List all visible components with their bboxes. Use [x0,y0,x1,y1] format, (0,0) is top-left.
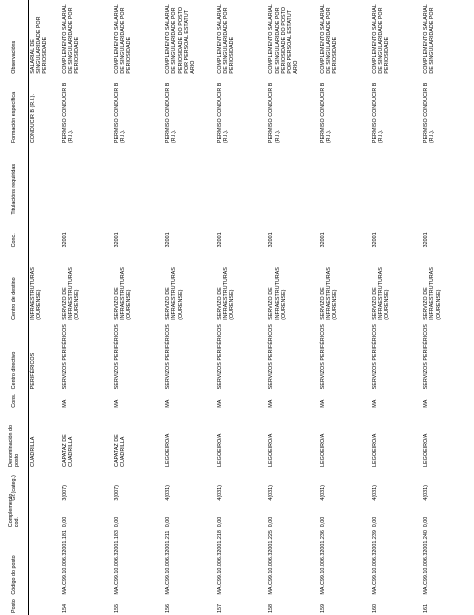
table-cell: SERVIZO DE INFRAESTRUTURAS (OURENSE) [268,267,287,320]
table-cell: LEGOEIRO/A [268,433,275,467]
table-cell: 158 [268,604,275,613]
table-cell: SERVIZO DE INFRAESTRUTURAS (OURENSE) [165,267,184,320]
table-cell: MA.C99.10.006.32001.183 [113,530,120,595]
table-row [164,0,216,615]
table-cell: LEGOEIRO/A [371,433,378,467]
table-cell: MA.C99.10.006.32001.211 [165,530,172,595]
table-cell: PERMISO CONDUCIR B (R.I.). [62,82,75,144]
table-cell: PERMISO CONDUCIR B (R.I.). [371,82,384,144]
table-cell: CONDUCIR B (R.I.). [30,94,36,144]
table-cell: MA [371,399,378,408]
table-cell: 0,00 [268,516,275,528]
table-cell: COMPLEMENTO SALARIAL DE SINGULARIDADE POR PERIOSIDADE [319,4,339,74]
table-cell: MA [216,399,223,408]
table-cell [29,391,62,409]
table-cell: 3(007) [62,485,68,501]
table-header-row [0,0,29,615]
table-row [29,0,62,615]
table-cell: 4(031) [268,485,275,501]
col-titulacions: Titulacións requiridas [0,145,29,217]
col-denominacion: Denominación do posto [0,410,29,469]
table-cell: 32001 [165,232,172,248]
table-cell: 0,00 [371,516,378,528]
table-row [61,0,113,615]
table-cell: PERIFÉRICOS [30,352,36,390]
table-cell: SERVIZO DE INFRAESTRUTURAS (OURENSE) [319,267,339,320]
table-cell: 159 [319,604,326,613]
table-cell: 32001 [113,232,120,248]
table-cell: MA [113,399,120,408]
table-cell: COMPLEMENTO SALARIAL DE SINGULARIDADE POR PERIOSIDADE [113,4,132,74]
col-centro-destino: Centro de destino [0,249,29,322]
table-cell: 4(031) [423,485,430,501]
col-conc: Conc. [0,217,29,250]
table-cell [29,503,62,530]
table-cell [29,145,62,217]
table-cell [216,145,268,217]
table-cell: CAPATAZ DE CUADRILLA [113,434,126,467]
table-cell: 157 [216,604,223,613]
table-cell: LEGOEIRO/A [216,433,223,467]
table-cell: SERVIZO DE INFRAESTRUTURAS (OURENSE) [423,267,442,320]
table-cell: SERVIZO DE INFRAESTRUTURAS (OURENSE) [371,267,390,320]
table-cell: MA.C99.10.006.32001.181 [62,530,68,595]
table-cell: LEGOEIRO/A [319,433,326,467]
table-cell: SERVIZOS PERIFÉRICOS [371,324,378,390]
table-cell: 0,00 [423,516,430,528]
col-cons: Cons. [0,391,29,409]
table-cell: MA [165,399,172,408]
table-row [267,0,319,615]
table-cell: 4(031) [371,485,378,501]
table-cell: 4(031) [216,485,223,501]
table-row [319,0,371,615]
table-cell: SERVIZOS PERIFÉRICOS [165,324,172,390]
table-cell [267,145,319,217]
table-cell [113,145,165,217]
table-cell: COMPLEMENTO SALARIAL DE SINGULARIDADE POR PERIOSIDADE DO POSTO POR PERSOAL ESTATUT ARIO [268,4,300,74]
table-cell: 32001 [62,232,68,248]
table-cell: PERMISO CONDUCIR B (R.I.). [319,82,333,144]
table-cell: MA.C99.10.006.32001.236 [319,530,326,595]
table-cell: 32001 [371,232,378,248]
table-cell: 3(007) [113,485,120,501]
table-cell [319,145,371,217]
table-cell: COMPLEMENTO SALARIAL DE SINGULARIDADE POR PERIOSIDADE DO POSTO POR PERSOAL ESTATUT ARIO [165,4,196,74]
table-cell: PERMISO CONDUCIR B (R.I.). [113,82,126,144]
table-cell: 0,00 [165,516,172,528]
table-cell: MA.C99.10.006.32001.240 [423,530,430,595]
table-cell [29,597,62,615]
table-row [371,0,423,615]
table-cell: LEGOEIRO/A [165,433,172,467]
table-cell: 32001 [319,232,326,248]
table-cell: 4(031) [165,485,172,501]
col-observacions: Observacións [0,0,29,76]
table-cell: 161 [423,604,430,613]
table-cell: COMPLEMENTO SALARIAL DE SINGULARIDADE POR PERIOSIDADE [371,4,390,74]
table-cell [61,145,113,217]
table-cell: PERMISO CONDUCIR B (R.I.). [268,82,281,144]
table-cell [164,145,216,217]
table-cell: COMPLEMENTO SALARIAL DE SINGULARIDADE POR PERIOSIDADE [62,4,81,74]
table-cell [29,469,62,503]
table-cell: SERVIZOS PERIFÉRICOS [62,324,68,390]
col-grupo: Gr.(categ.) [0,469,29,503]
table-row [422,0,474,615]
table-cell: PERMISO CONDUCIR B (R.I.). [165,82,178,144]
table-cell: SALARIAL DE SINGULARIDADE POR PERIOSIDADE [30,16,49,74]
table-cell: MA [319,399,326,408]
table-cell: 32001 [423,232,430,248]
col-centro-directivo: Centro directivo [0,322,29,391]
table-cell: LEGOEIRO/A [423,433,430,467]
table-cell: 160 [371,604,378,613]
table-cell: SERVIZOS PERIFÉRICOS [216,324,223,390]
table-cell: MA.C99.10.006.32001.239 [371,530,378,595]
table-cell: SERVIZOS PERIFÉRICOS [319,324,326,390]
table-row [216,0,268,615]
table-cell: MA [62,399,68,408]
table-cell [29,529,62,596]
col-posto: Posto [0,597,29,615]
table-cell: SERVIZOS PERIFÉRICOS [268,324,275,390]
table-cell: CUADRILLA [30,436,36,467]
col-formacion: Formación específica [0,76,29,145]
col-complemento: Complemento cod. [0,503,29,530]
table-cell: 32001 [216,232,223,248]
table-cell: COMPLEMENTO SALARIAL DE SINGULARIDADE POR [423,4,436,74]
table-cell: MA.C99.10.006.32001.225 [268,530,275,595]
table-cell: PERMISO CONDUCIR B (R.I.). [216,82,229,144]
table-cell: SERVIZOS PERIFÉRICOS [423,324,430,390]
table-cell: MA.C99.10.006.32001.218 [216,530,223,595]
table-cell: SERVIZO DE INFRAESTRUTURAS (OURENSE) [113,267,132,320]
table-cell [422,145,474,217]
table-cell: 4(031) [319,485,326,501]
col-codigo: Código do posto [0,529,29,596]
table-body [29,0,474,615]
table-cell: PERMISO CONDUCIR B (R.I.). [423,82,436,144]
table-cell: COMPLEMENTO SALARIAL DE SINGULARIDADE POR PERIOSIDADE [216,4,236,74]
table-cell: SERVIZOS PERIFÉRICOS [113,324,120,390]
table-cell: 154 [62,604,68,613]
table-cell: MA [423,399,430,408]
table-cell: 155 [113,604,120,613]
table-cell: 0,00 [113,516,120,528]
table-cell: 0,00 [62,516,68,528]
table-cell: CAPATAZ DE CUADRILLA [62,434,75,467]
table-cell: MA [268,399,275,408]
table-cell: SERVIZO DE INFRAESTRUTURAS (OURENSE) [62,267,81,320]
table-cell: 0,00 [319,516,326,528]
table-cell: SERVIZO DE INFRAESTRUTURAS (OURENSE) [216,267,236,320]
table-cell [371,145,423,217]
table-cell: 156 [165,604,172,613]
table-row [113,0,165,615]
table-cell: INFRAESTRUTURAS (OURENSE) [30,267,43,320]
table-cell [29,217,62,250]
table-cell: 0,00 [216,516,223,528]
table-cell: 32001 [268,232,275,248]
